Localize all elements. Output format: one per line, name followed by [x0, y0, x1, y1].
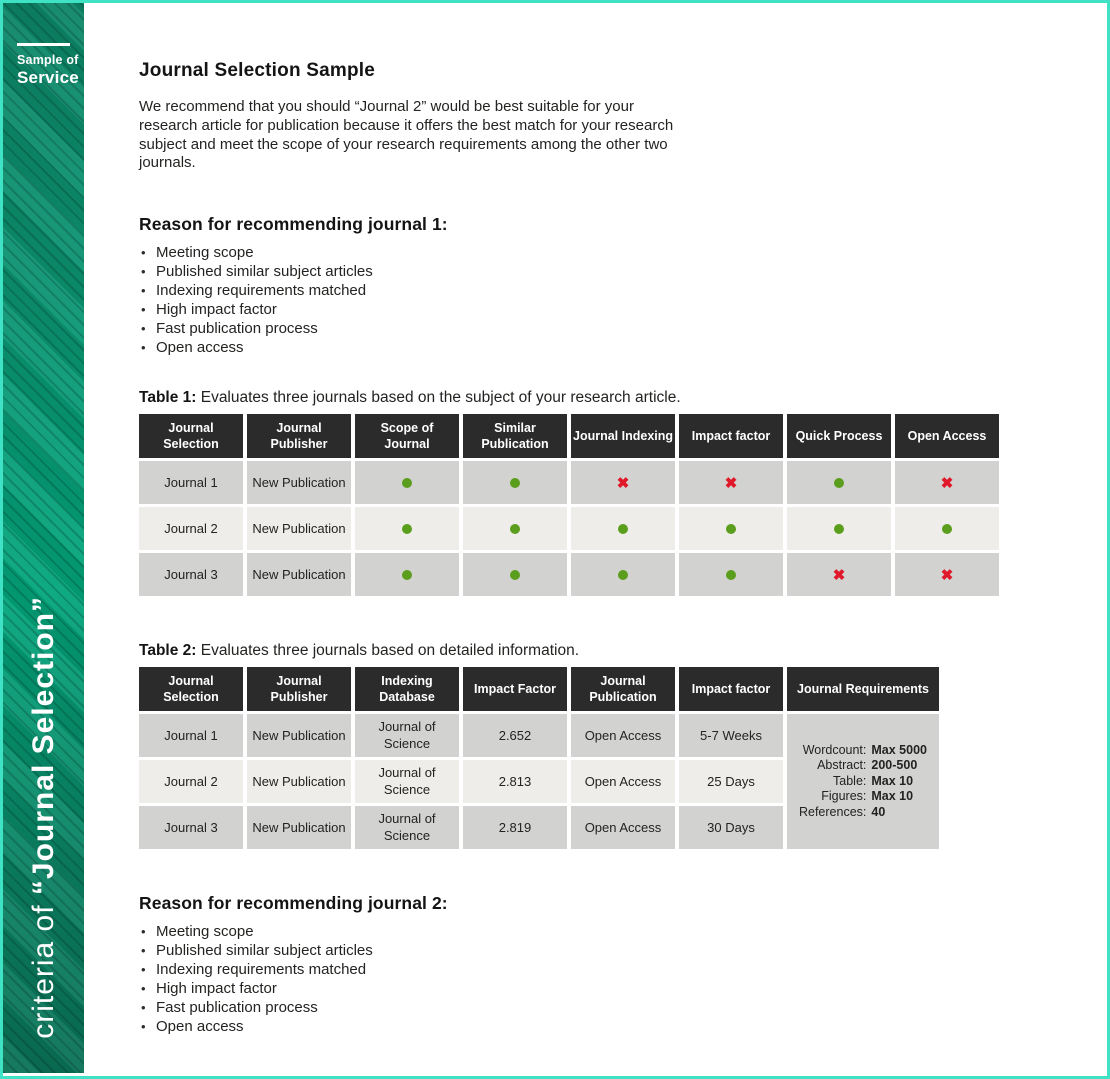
journal-name-cell: Journal 3: [139, 553, 243, 596]
requirement-label: References:: [798, 804, 867, 819]
table2-caption-label: Table 2:: [139, 642, 197, 660]
requirement-label: Abstract:: [817, 758, 867, 773]
table2-header-cell: Journal Publisher: [247, 667, 351, 711]
mark-cell: [355, 553, 459, 596]
table1-header-cell: Similar Publication: [463, 414, 567, 458]
journal-publisher-cell: New Publication: [247, 760, 351, 803]
table2-header-cell: Journal Selection: [139, 667, 243, 711]
journal-publication-cell: Open Access: [571, 806, 675, 849]
impact-factor-cell: 2.813: [463, 760, 567, 803]
content-area: [139, 3, 1079, 1037]
table1-header-row: [139, 414, 999, 458]
journal-name-cell: Journal 2: [139, 507, 243, 550]
table2-row: [139, 714, 939, 757]
vertical-title-bold: “Journal Selection”: [26, 596, 60, 896]
no-cross-icon: ✖: [940, 566, 954, 584]
sidebar-vertical-title-inner: [27, 596, 61, 1039]
journal-publisher-cell: New Publication: [247, 806, 351, 849]
journal-requirements-cell: [787, 714, 939, 849]
bullet-item: • Indexing requirements matched: [139, 962, 1079, 978]
journal-name-cell: Journal 2: [139, 760, 243, 803]
reason1-list: [139, 245, 1079, 355]
mark-cell: [571, 553, 675, 596]
table1-caption-text: Evaluates three journals based on the subject of your research article.: [196, 389, 681, 407]
reason2-heading: Reason for recommending journal 2:: [139, 893, 448, 914]
bullet-item: • Meeting scope: [139, 924, 1079, 940]
requirement-label: Table:: [833, 773, 867, 788]
indexing-database-cell: Journal of Science: [355, 714, 459, 757]
journal-name-cell: Journal 3: [139, 806, 243, 849]
table2-header-cell: Impact Factor: [463, 667, 567, 711]
mark-cell: [895, 461, 999, 504]
mark-cell: [355, 461, 459, 504]
table1-header-cell: Scope of Journal: [355, 414, 459, 458]
table2-caption-text: Evaluates three journals based on detailed information.: [196, 642, 579, 660]
sidebar-vertical-title: [27, 596, 61, 1039]
table2-header-cell: Journal Publication: [571, 667, 675, 711]
indexing-database-cell: Journal of Science: [355, 806, 459, 849]
reason2-list: [139, 924, 1079, 1034]
impact-factor-cell: 2.652: [463, 714, 567, 757]
bullet-item: • High impact factor: [139, 981, 1079, 997]
mark-cell: [895, 553, 999, 596]
table1-header-cell: Quick Process: [787, 414, 891, 458]
table1-header-cell: Journal Selection: [139, 414, 243, 458]
yes-ring-icon: [834, 478, 844, 488]
journal-name-cell: Journal 1: [139, 714, 243, 757]
badge-rule: [17, 43, 70, 46]
requirement-value: Max 10: [871, 789, 914, 804]
yes-ring-icon: [726, 524, 736, 534]
no-cross-icon: ✖: [724, 474, 738, 492]
table2: [135, 664, 943, 852]
journal-publication-cell: Open Access: [571, 760, 675, 803]
requirements-list: [789, 743, 937, 821]
journal-publisher-cell: New Publication: [247, 553, 351, 596]
mark-cell: [787, 553, 891, 596]
badge-line1: Sample of: [17, 53, 79, 67]
table1-row: [139, 553, 999, 596]
journal-name-cell: Journal 1: [139, 461, 243, 504]
table1-header-cell: Impact factor: [679, 414, 783, 458]
bullet-item: • Published similar subject articles: [139, 264, 1079, 280]
table1: [135, 411, 1003, 599]
journal-publisher-cell: New Publication: [247, 507, 351, 550]
mark-cell: [463, 553, 567, 596]
table2-header-cell: Indexing Database: [355, 667, 459, 711]
bullet-item: • High impact factor: [139, 302, 1079, 318]
no-cross-icon: ✖: [616, 474, 630, 492]
journal-publication-cell: Open Access: [571, 714, 675, 757]
yes-ring-icon: [402, 524, 412, 534]
yes-ring-icon: [510, 570, 520, 580]
no-cross-icon: ✖: [832, 566, 846, 584]
publication-time-cell: 25 Days: [679, 760, 783, 803]
table1-caption-label: Table 1:: [139, 389, 197, 407]
table1-caption: [139, 389, 1079, 407]
sidebar: [3, 3, 84, 1073]
publication-time-cell: 5-7 Weeks: [679, 714, 783, 757]
requirement-value: Max 5000: [871, 742, 927, 757]
yes-ring-icon: [726, 570, 736, 580]
bullet-item: • Indexing requirements matched: [139, 283, 1079, 299]
journal-publisher-cell: New Publication: [247, 461, 351, 504]
bullet-item: • Published similar subject articles: [139, 943, 1079, 959]
requirement-value: Max 10: [871, 773, 914, 788]
bullet-item: • Fast publication process: [139, 1000, 1079, 1016]
mark-cell: [571, 507, 675, 550]
publication-time-cell: 30 Days: [679, 806, 783, 849]
requirement-value: 200-500: [871, 758, 918, 773]
mark-cell: [679, 507, 783, 550]
table1-header-cell: Journal Publisher: [247, 414, 351, 458]
impact-factor-cell: 2.819: [463, 806, 567, 849]
mark-cell: [355, 507, 459, 550]
mark-cell: [895, 507, 999, 550]
no-cross-icon: ✖: [940, 474, 954, 492]
table1-header-cell: Journal Indexing: [571, 414, 675, 458]
mark-cell: [787, 461, 891, 504]
table1-row: [139, 461, 999, 504]
intro-paragraph: We recommend that you should “Journal 2” would be best suitable for your research article for publication because it offers the best match for your research subject and meet the scope of your research requirements among the other two journals.: [139, 98, 674, 172]
requirement-value: 40: [871, 804, 886, 819]
vertical-title-regular: criteria of: [26, 895, 60, 1039]
yes-ring-icon: [510, 524, 520, 534]
mark-cell: [787, 507, 891, 550]
yes-ring-icon: [618, 570, 628, 580]
yes-ring-icon: [618, 524, 628, 534]
bullet-item: • Meeting scope: [139, 245, 1079, 261]
requirement-label: Wordcount:: [802, 742, 867, 757]
yes-ring-icon: [402, 570, 412, 580]
indexing-database-cell: Journal of Science: [355, 760, 459, 803]
requirement-label: Figures:: [821, 789, 867, 804]
bullet-item: • Fast publication process: [139, 321, 1079, 337]
mark-cell: [463, 507, 567, 550]
journal-publisher-cell: New Publication: [247, 714, 351, 757]
bullet-item: • Open access: [139, 1019, 1079, 1035]
table1-row: [139, 507, 999, 550]
yes-ring-icon: [834, 524, 844, 534]
badge-line2: Service: [17, 68, 79, 87]
mark-cell: [679, 553, 783, 596]
bullet-item: • Open access: [139, 340, 1079, 356]
table2-header-cell: Journal Requirements: [787, 667, 939, 711]
table2-caption: [139, 642, 1079, 660]
mark-cell: [679, 461, 783, 504]
yes-ring-icon: [402, 478, 412, 488]
sample-of-service-badge: [17, 43, 79, 88]
table2-header-row: [139, 667, 939, 711]
mark-cell: [571, 461, 675, 504]
yes-ring-icon: [942, 524, 952, 534]
yes-ring-icon: [510, 478, 520, 488]
mark-cell: [463, 461, 567, 504]
table2-header-cell: Impact factor: [679, 667, 783, 711]
reason1-heading: Reason for recommending journal 1:: [139, 214, 448, 235]
table1-header-cell: Open Access: [895, 414, 999, 458]
page-title: Journal Selection Sample: [139, 60, 376, 81]
